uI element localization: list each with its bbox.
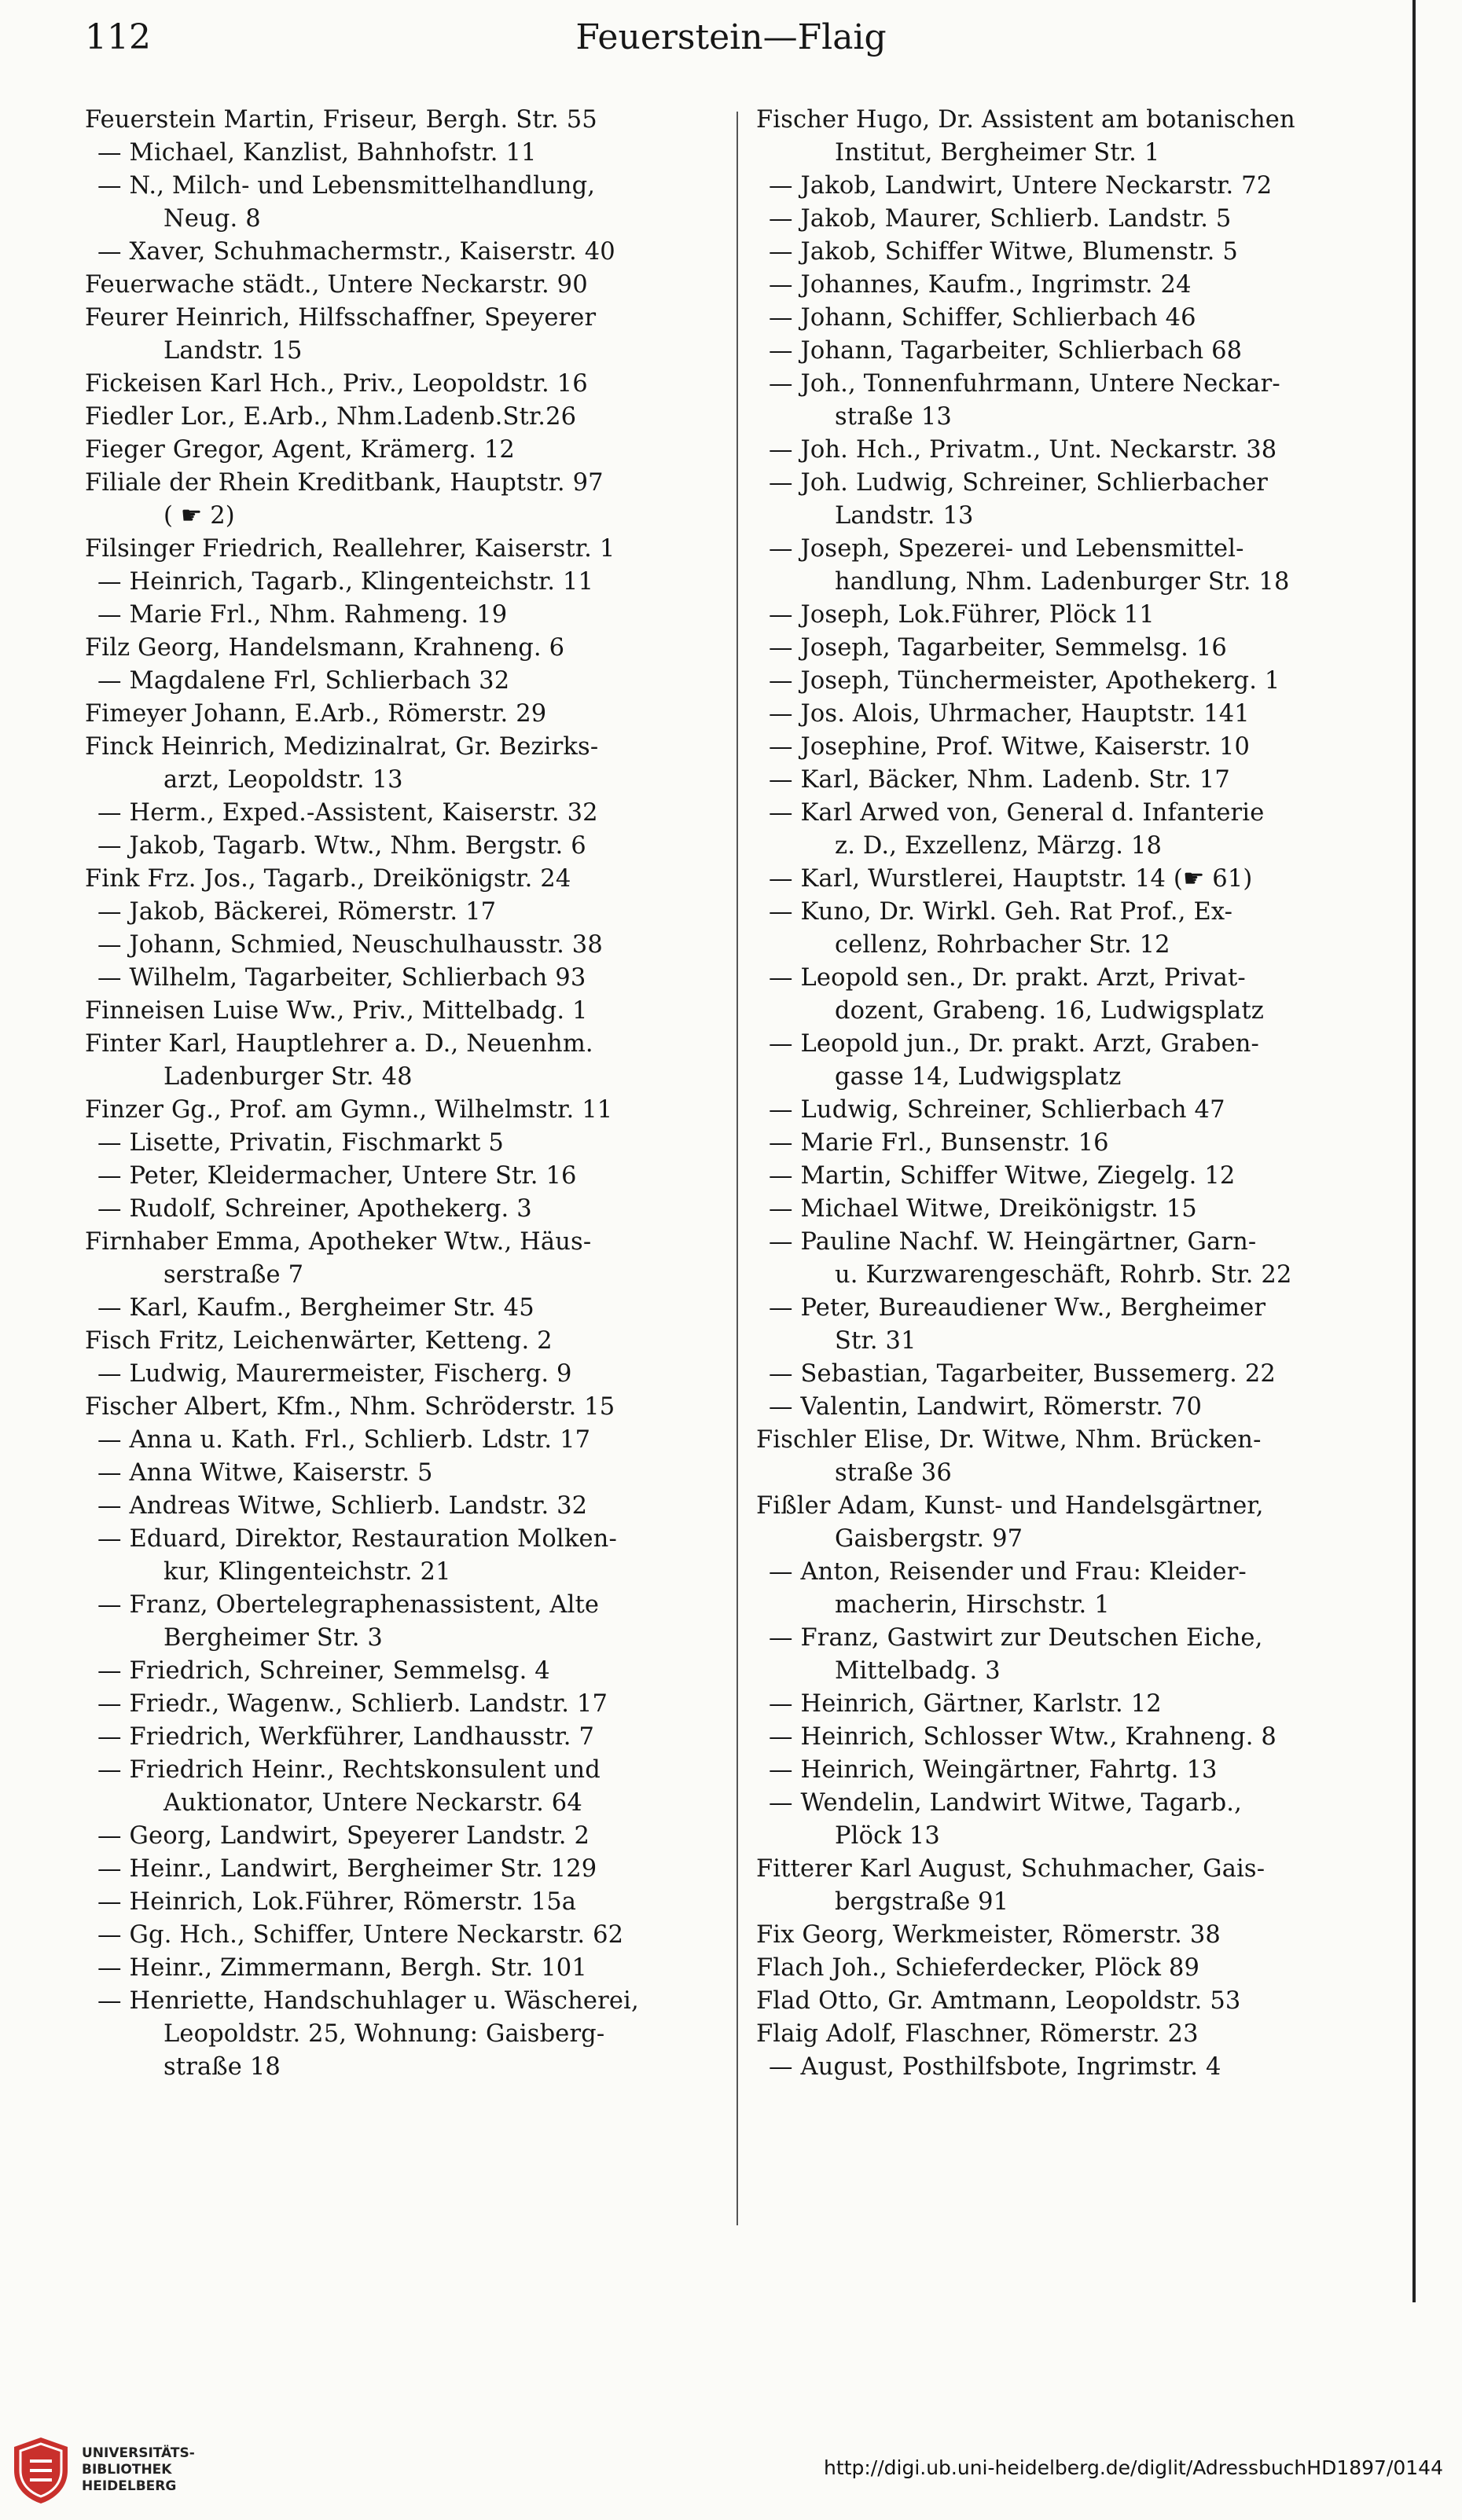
entry-line: Filsinger Friedrich, Reallehrer, Kaiserstr. 1	[85, 535, 615, 563]
entry-line: — Wilhelm, Tagarbeiter, Schlierbach 93	[85, 962, 722, 995]
directory-entry	[85, 566, 722, 599]
entry-continuation-line: Plöck 13	[835, 1822, 940, 1850]
directory-entry	[85, 1457, 722, 1490]
directory-entry	[756, 896, 1377, 962]
telephone-reference: ( ☛ 2)	[163, 502, 235, 530]
directory-entry	[85, 1358, 722, 1391]
entry-line: Fink Frz. Jos., Tagarb., Dreikönigstr. 24	[85, 865, 571, 893]
directory-entry	[756, 1424, 1377, 1490]
entry-line: Flach Joh., Schieferdecker, Plöck 89	[756, 1954, 1200, 1982]
entry-line: — Franz, Gastwirt zur Deutschen Eiche,	[756, 1622, 1377, 1655]
directory-entry	[85, 632, 722, 665]
directory-entry	[756, 1490, 1377, 1556]
entry-line: Fischer Hugo, Dr. Assistent am botanischen	[756, 106, 1295, 134]
entry-line: — Friedrich Heinr., Rechtskonsulent und	[85, 1754, 722, 1787]
directory-entry	[85, 665, 722, 698]
directory-entry	[756, 1127, 1377, 1160]
entry-line: — Jos. Alois, Uhrmacher, Hauptstr. 141	[756, 698, 1377, 731]
entry-line: — Johann, Schiffer, Schlierbach 46	[756, 302, 1377, 335]
directory-entry	[756, 1226, 1377, 1292]
entry-line: — Anton, Reisender und Frau: Kleider-	[756, 1556, 1377, 1589]
entry-line: Finck Heinrich, Medizinalrat, Gr. Bezirks-	[85, 733, 599, 761]
directory-entry	[85, 995, 722, 1028]
entry-line: — Andreas Witwe, Schlierb. Landstr. 32	[85, 1490, 722, 1523]
directory-entry	[756, 236, 1377, 269]
directory-entry	[756, 731, 1377, 764]
directory-entry	[85, 236, 722, 269]
directory-entry	[756, 335, 1377, 368]
entry-continuation-line: Bergheimer Str. 3	[163, 1624, 383, 1652]
entry-line: — Johannes, Kaufm., Ingrimstr. 24	[756, 269, 1377, 302]
entry-line: — Jakob, Bäckerei, Römerstr. 17	[85, 896, 722, 929]
entry-line: — Heinrich, Weingärtner, Fahrtg. 13	[756, 1754, 1377, 1787]
directory-entry	[756, 368, 1377, 434]
entry-line: — August, Posthilfsbote, Ingrimstr. 4	[756, 2051, 1377, 2084]
entry-line: — Karl, Kaufm., Bergheimer Str. 45	[85, 1292, 722, 1325]
entry-line: — Joseph, Tagarbeiter, Semmelsg. 16	[756, 632, 1377, 665]
directory-entry	[756, 2018, 1377, 2051]
entry-line: — Friedr., Wagenw., Schlierb. Landstr. 17	[85, 1688, 722, 1721]
directory-entry	[85, 830, 722, 863]
entry-line: — Franz, Obertelegraphenassistent, Alte	[85, 1589, 722, 1622]
source-url-link[interactable]: http://digi.ub.uni-heidelberg.de/diglit/AdressbuchHD1897/0144	[824, 2456, 1443, 2479]
entry-continuation-line: Institut, Bergheimer Str. 1	[835, 139, 1160, 167]
directory-entry	[85, 533, 722, 566]
library-name	[82, 2445, 195, 2495]
directory-entry	[85, 1028, 722, 1094]
directory-entry	[756, 1853, 1377, 1919]
entry-line: Fitterer Karl August, Schuhmacher, Gais-	[756, 1855, 1265, 1883]
directory-entry	[756, 203, 1377, 236]
entry-continuation-line: handlung, Nhm. Ladenburger Str. 18	[835, 568, 1290, 596]
directory-entry	[756, 269, 1377, 302]
directory-entry	[85, 1589, 722, 1655]
directory-entry	[85, 731, 722, 797]
entry-continuation-line: Gaisbergstr. 97	[835, 1525, 1023, 1553]
entry-line: — Pauline Nachf. W. Heingärtner, Garn-	[756, 1226, 1377, 1259]
entry-continuation-line: straße 13	[835, 403, 952, 431]
right-column	[756, 104, 1377, 2084]
entry-line: — Peter, Bureaudiener Ww., Bergheimer	[756, 1292, 1377, 1325]
directory-entry	[756, 665, 1377, 698]
entry-line: Filz Georg, Handelsmann, Krahneng. 6	[85, 634, 565, 662]
entry-continuation-line: Auktionator, Untere Neckarstr. 64	[163, 1789, 582, 1817]
directory-entry	[85, 1655, 722, 1688]
directory-entry	[85, 1523, 722, 1589]
directory-entry	[85, 104, 722, 137]
directory-entry	[756, 1160, 1377, 1193]
library-name-line: UNIVERSITÄTS-	[82, 2445, 195, 2461]
entry-line: — Ludwig, Maurermeister, Fischerg. 9	[85, 1358, 722, 1391]
entry-line: Fisch Fritz, Leichenwärter, Ketteng. 2	[85, 1327, 553, 1355]
directory-entry	[85, 1325, 722, 1358]
entry-line: Finzer Gg., Prof. am Gymn., Wilhelmstr. 11	[85, 1096, 613, 1124]
directory-entry	[756, 434, 1377, 467]
entry-line: — Joh. Ludwig, Schreiner, Schlierbacher	[756, 467, 1377, 500]
directory-entry	[85, 434, 722, 467]
directory-entry	[756, 599, 1377, 632]
directory-entry	[85, 1919, 722, 1952]
directory-entry	[85, 1754, 722, 1820]
entry-line: Fix Georg, Werkmeister, Römerstr. 38	[756, 1921, 1221, 1949]
entry-line: — Joh., Tonnenfuhrmann, Untere Neckar-	[756, 368, 1377, 401]
entry-line: — Peter, Kleidermacher, Untere Str. 16	[85, 1160, 722, 1193]
directory-entry	[756, 302, 1377, 335]
entry-line: — Friedrich, Schreiner, Semmelsg. 4	[85, 1655, 722, 1688]
entry-line: — Valentin, Landwirt, Römerstr. 70	[756, 1391, 1377, 1424]
entry-line: Finneisen Luise Ww., Priv., Mittelbadg. 1	[85, 997, 588, 1025]
entry-line: — Kuno, Dr. Wirkl. Geh. Rat Prof., Ex-	[756, 896, 1377, 929]
directory-entry	[85, 599, 722, 632]
entry-line: — Marie Frl., Nhm. Rahmeng. 19	[85, 599, 722, 632]
directory-entry	[85, 170, 722, 236]
directory-entry	[756, 1193, 1377, 1226]
directory-entry	[756, 1391, 1377, 1424]
directory-entry	[756, 1688, 1377, 1721]
entry-continuation-line: Landstr. 15	[163, 337, 303, 365]
directory-entry	[85, 1490, 722, 1523]
directory-entry	[756, 1094, 1377, 1127]
directory-entry	[756, 104, 1377, 170]
directory-entry	[85, 1160, 722, 1193]
entry-line: Fischler Elise, Dr. Witwe, Nhm. Brücken-	[756, 1426, 1262, 1454]
entry-line: Fiedler Lor., E.Arb., Nhm.Ladenb.Str.26	[85, 403, 577, 431]
entry-line: — Leopold jun., Dr. prakt. Arzt, Graben-	[756, 1028, 1377, 1061]
entry-line: Filiale der Rhein Kreditbank, Hauptstr. 97	[85, 469, 604, 497]
entry-continuation-line: cellenz, Rohrbacher Str. 12	[835, 931, 1170, 959]
directory-entry	[85, 962, 722, 995]
page-footer	[0, 2404, 1462, 2520]
entry-line: — Anna Witwe, Kaiserstr. 5	[85, 1457, 722, 1490]
entry-line: — Rudolf, Schreiner, Apothekerg. 3	[85, 1193, 722, 1226]
entry-line: Feuerwache städt., Untere Neckarstr. 90	[85, 271, 588, 299]
directory-entry	[756, 863, 1377, 896]
directory-entry	[756, 1028, 1377, 1094]
entry-line: — N., Milch- und Lebensmittelhandlung,	[85, 170, 722, 203]
directory-entry	[85, 1985, 722, 2084]
entry-line: — Herm., Exped.-Assistent, Kaiserstr. 32	[85, 797, 722, 830]
directory-entry	[756, 1721, 1377, 1754]
entry-line: — Jakob, Schiffer Witwe, Blumenstr. 5	[756, 236, 1377, 269]
entry-line: — Martin, Schiffer Witwe, Ziegelg. 12	[756, 1160, 1377, 1193]
directory-entry	[756, 170, 1377, 203]
directory-entry	[85, 1226, 722, 1292]
directory-entry	[756, 467, 1377, 533]
left-column	[85, 104, 722, 2084]
directory-entry	[85, 698, 722, 731]
column-divider	[737, 112, 738, 2225]
directory-entry	[85, 797, 722, 830]
entry-line: — Henriette, Handschuhlager u. Wäscherei,	[85, 1985, 722, 2018]
entry-continuation-line: z. D., Exzellenz, Märzg. 18	[835, 832, 1162, 860]
entry-continuation-line: macherin, Hirschstr. 1	[835, 1591, 1110, 1619]
entry-continuation-line: Ladenburger Str. 48	[163, 1063, 413, 1091]
entry-line: — Joseph, Spezerei- und Lebensmittel-	[756, 533, 1377, 566]
entry-line: — Johann, Schmied, Neuschulhausstr. 38	[85, 929, 722, 962]
entry-line: Finter Karl, Hauptlehrer a. D., Neuenhm.	[85, 1030, 593, 1058]
entry-line: — Jakob, Maurer, Schlierb. Landstr. 5	[756, 203, 1377, 236]
entry-line: — Joh. Hch., Privatm., Unt. Neckarstr. 38	[756, 434, 1377, 467]
entry-line: — Johann, Tagarbeiter, Schlierbach 68	[756, 335, 1377, 368]
running-head: Feuerstein—Flaig	[575, 17, 887, 57]
entry-line: Flaig Adolf, Flaschner, Römerstr. 23	[756, 2020, 1199, 2048]
entry-line: Fißler Adam, Kunst- und Handelsgärtner,	[756, 1492, 1264, 1520]
directory-entry	[756, 2051, 1377, 2084]
directory-entry	[85, 1424, 722, 1457]
entry-line: — Heinrich, Gärtner, Karlstr. 12	[756, 1688, 1377, 1721]
directory-entry	[85, 1952, 722, 1985]
entry-line: — Friedrich, Werkführer, Landhausstr. 7	[85, 1721, 722, 1754]
directory-entry	[85, 863, 722, 896]
directory-entry	[85, 401, 722, 434]
directory-entry	[85, 1688, 722, 1721]
entry-continuation-line: arzt, Leopoldstr. 13	[163, 766, 403, 794]
entry-continuation-line: Str. 31	[835, 1327, 917, 1355]
entry-continuation-line: bergstraße 91	[835, 1888, 1009, 1916]
entry-line: — Georg, Landwirt, Speyerer Landstr. 2	[85, 1820, 722, 1853]
directory-entry	[756, 1754, 1377, 1787]
entry-line: — Joseph, Tünchermeister, Apothekerg. 1	[756, 665, 1377, 698]
directory-entry	[756, 1292, 1377, 1358]
entry-line: — Leopold sen., Dr. prakt. Arzt, Privat-	[756, 962, 1377, 995]
entry-line: — Gg. Hch., Schiffer, Untere Neckarstr. 62	[85, 1919, 722, 1952]
directory-entry	[756, 698, 1377, 731]
entry-line: — Ludwig, Schreiner, Schlierbach 47	[756, 1094, 1377, 1127]
directory-entry	[756, 797, 1377, 863]
directory-entry	[85, 269, 722, 302]
directory-entry	[85, 1094, 722, 1127]
directory-entry	[85, 1820, 722, 1853]
entry-line: — Michael Witwe, Dreikönigstr. 15	[756, 1193, 1377, 1226]
library-name-line: HEIDELBERG	[82, 2478, 177, 2494]
directory-entry	[756, 962, 1377, 1028]
directory-entry	[85, 896, 722, 929]
entry-line: — Marie Frl., Bunsenstr. 16	[756, 1127, 1377, 1160]
entry-line: — Joseph, Lok.Führer, Plöck 11	[756, 599, 1377, 632]
directory-entry	[85, 137, 722, 170]
directory-entry	[85, 467, 722, 533]
entry-line: Fickeisen Karl Hch., Priv., Leopoldstr. 16	[85, 370, 588, 398]
entry-line: — Karl, Bäcker, Nhm. Ladenb. Str. 17	[756, 764, 1377, 797]
entry-continuation-line: Neug. 8	[163, 205, 261, 233]
entry-line: — Anna u. Kath. Frl., Schlierb. Ldstr. 17	[85, 1424, 722, 1457]
entry-line: — Jakob, Landwirt, Untere Neckarstr. 72	[756, 170, 1377, 203]
entry-line: — Jakob, Tagarb. Wtw., Nhm. Bergstr. 6	[85, 830, 722, 863]
entry-line: Fimeyer Johann, E.Arb., Römerstr. 29	[85, 700, 547, 728]
entry-continuation-line: kur, Klingenteichstr. 21	[163, 1558, 451, 1586]
page-edge-line	[1412, 0, 1416, 2302]
entry-line: — Magdalene Frl, Schlierbach 32	[85, 665, 722, 698]
directory-entry	[85, 368, 722, 401]
entry-continuation-line: Leopoldstr. 25, Wohnung: Gaisberg-	[163, 2020, 605, 2048]
directory-entry	[756, 1358, 1377, 1391]
directory-entry	[756, 1556, 1377, 1622]
entry-line: — Sebastian, Tagarbeiter, Bussemerg. 22	[756, 1358, 1377, 1391]
directory-entry	[85, 1391, 722, 1424]
entry-line: — Wendelin, Landwirt Witwe, Tagarb.,	[756, 1787, 1377, 1820]
directory-entry	[85, 1886, 722, 1919]
directory-entry	[85, 1193, 722, 1226]
entry-line: — Xaver, Schuhmachermstr., Kaiserstr. 40	[85, 236, 722, 269]
entry-continuation-line: serstraße 7	[163, 1261, 304, 1289]
entry-continuation-line: Mittelbadg. 3	[835, 1657, 1001, 1685]
entry-line: Fischer Albert, Kfm., Nhm. Schröderstr. 15	[85, 1393, 615, 1421]
entry-line: Flad Otto, Gr. Amtmann, Leopoldstr. 53	[756, 1987, 1241, 2015]
entry-line: — Heinr., Landwirt, Bergheimer Str. 129	[85, 1853, 722, 1886]
entry-continuation-line: Landstr. 13	[835, 502, 974, 530]
university-library-seal-icon	[9, 2434, 72, 2505]
entry-continuation-line: straße 18	[163, 2053, 281, 2081]
directory-entry	[85, 302, 722, 368]
entry-line: — Eduard, Direktor, Restauration Molken-	[85, 1523, 722, 1556]
directory-entry	[756, 1622, 1377, 1688]
entry-line: — Heinrich, Tagarb., Klingenteichstr. 11	[85, 566, 722, 599]
directory-entry	[756, 533, 1377, 599]
page-header	[0, 0, 1462, 86]
directory-entry	[85, 1292, 722, 1325]
directory-entry	[756, 764, 1377, 797]
entry-line: — Heinrich, Schlosser Wtw., Krahneng. 8	[756, 1721, 1377, 1754]
page-number: 112	[85, 17, 151, 57]
entry-line: Firnhaber Emma, Apotheker Wtw., Häus-	[85, 1228, 592, 1256]
directory-entry	[756, 1919, 1377, 1952]
directory-entry	[756, 1787, 1377, 1853]
entry-line: — Heinrich, Lok.Führer, Römerstr. 15a	[85, 1886, 722, 1919]
entry-continuation-line: straße 36	[835, 1459, 952, 1487]
directory-entry	[85, 1721, 722, 1754]
entry-line: Feurer Heinrich, Hilfsschaffner, Speyerer	[85, 304, 597, 332]
entry-line: Fieger Gregor, Agent, Krämerg. 12	[85, 436, 515, 464]
directory-entry	[85, 1853, 722, 1886]
entry-continuation-line: dozent, Grabeng. 16, Ludwigsplatz	[835, 997, 1264, 1025]
entry-continuation-line: u. Kurzwarengeschäft, Rohrb. Str. 22	[835, 1261, 1292, 1289]
directory-entry	[756, 1952, 1377, 1985]
entry-line: — Michael, Kanzlist, Bahnhofstr. 11	[85, 137, 722, 170]
entry-line: — Lisette, Privatin, Fischmarkt 5	[85, 1127, 722, 1160]
entry-line: — Josephine, Prof. Witwe, Kaiserstr. 10	[756, 731, 1377, 764]
library-name-line: BIBLIOTHEK	[82, 2462, 172, 2478]
entry-line: — Karl, Wurstlerei, Hauptstr. 14 (☛ 61)	[756, 863, 1377, 896]
entry-line: — Heinr., Zimmermann, Bergh. Str. 101	[85, 1952, 722, 1985]
entry-line: — Karl Arwed von, General d. Infanterie	[756, 797, 1377, 830]
directory-entry	[85, 929, 722, 962]
entry-continuation-line: gasse 14, Ludwigsplatz	[835, 1063, 1122, 1091]
directory-entry	[85, 1127, 722, 1160]
directory-entry	[756, 632, 1377, 665]
directory-entry	[756, 1985, 1377, 2018]
entry-line: Feuerstein Martin, Friseur, Bergh. Str. 55	[85, 106, 597, 134]
